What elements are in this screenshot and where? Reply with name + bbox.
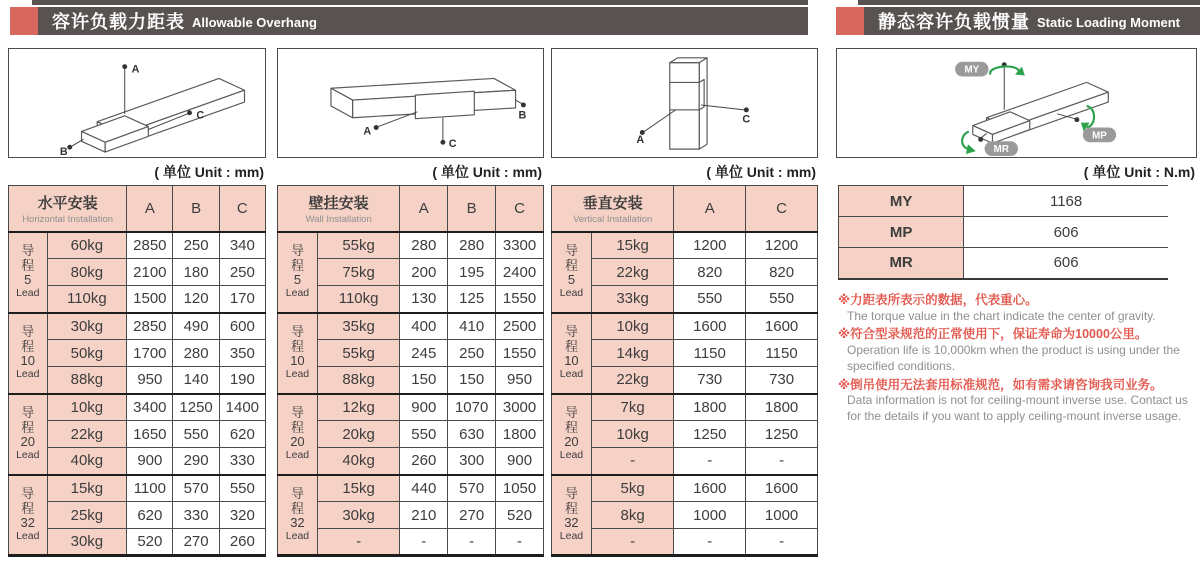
- moment-row-value: 1168: [964, 186, 1168, 217]
- load-cell: 33kg: [591, 286, 673, 313]
- note: [838, 326, 1196, 374]
- value-cell: 2850: [127, 232, 173, 259]
- dimension-label-a: A: [636, 134, 645, 147]
- moment-label-my: MY: [964, 64, 980, 76]
- value-cell: 550: [400, 421, 448, 448]
- value-cell: 950: [496, 367, 544, 394]
- value-cell: 2400: [496, 259, 544, 286]
- value-cell: -: [448, 529, 496, 556]
- table-row: [839, 248, 1169, 279]
- table-row: [278, 340, 544, 367]
- value-cell: -: [746, 448, 818, 475]
- value-cell: 600: [219, 313, 265, 340]
- vertical-installation-column: [551, 0, 818, 581]
- value-cell: 1600: [746, 313, 818, 340]
- lead-cell: 导 程 5 Lead: [278, 232, 318, 313]
- value-cell: 1250: [173, 394, 219, 421]
- load-cell: 60kg: [47, 232, 127, 259]
- table-row: [278, 502, 544, 529]
- value-cell: 570: [173, 475, 219, 502]
- value-cell: 3400: [127, 394, 173, 421]
- dimension-label-a: A: [363, 125, 372, 138]
- value-cell: 250: [448, 340, 496, 367]
- dimension-label-b: B: [518, 109, 527, 122]
- header-title-zh: 静态容许负载惯量: [878, 12, 1030, 32]
- table-header-row: [552, 186, 818, 232]
- table-title-cell: 水平安装 Horizontal Installation: [9, 186, 127, 232]
- table-title-cell: 垂直安装 Vertical Installation: [552, 186, 674, 232]
- load-cell: 10kg: [591, 313, 673, 340]
- moment-row-label: MY: [839, 186, 964, 217]
- load-cell: 12kg: [317, 394, 399, 421]
- value-cell: 1000: [746, 502, 818, 529]
- moment-row-value: 606: [964, 248, 1168, 279]
- value-cell: 900: [127, 448, 173, 475]
- table-header-row: [9, 186, 266, 232]
- value-cell: 550: [746, 286, 818, 313]
- lead-cell: 导 程 20 Lead: [278, 394, 318, 475]
- value-cell: 550: [674, 286, 746, 313]
- table-row: [839, 217, 1169, 248]
- table-row: [9, 475, 266, 502]
- table-row: [9, 259, 266, 286]
- value-cell: 330: [219, 448, 265, 475]
- unit-label: ( 单位 Unit : mm): [706, 164, 816, 180]
- vertical-installation-diagram: [551, 48, 818, 158]
- moment-row-label: MR: [839, 248, 964, 279]
- dimension-label-c: C: [196, 109, 205, 122]
- lead-cell: 导 程 20 Lead: [9, 394, 48, 475]
- value-cell: 270: [173, 529, 219, 556]
- value-cell: -: [400, 529, 448, 556]
- lead-cell: 导 程 32 Lead: [9, 475, 48, 556]
- header-title-en: Static Loading Moment: [1037, 15, 1180, 30]
- lead-cell: 导 程 5 Lead: [552, 232, 592, 313]
- table-row: [9, 421, 266, 448]
- load-cell: 22kg: [47, 421, 127, 448]
- value-cell: 1000: [674, 502, 746, 529]
- value-cell: 170: [219, 286, 265, 313]
- value-cell: 550: [219, 475, 265, 502]
- wall-installation-column: [277, 0, 544, 581]
- value-cell: 280: [448, 232, 496, 259]
- load-cell: 30kg: [317, 502, 399, 529]
- table-row: [9, 232, 266, 259]
- value-cell: 245: [400, 340, 448, 367]
- value-cell: 130: [400, 286, 448, 313]
- dimension-label-c: C: [742, 113, 751, 126]
- value-cell: 1050: [496, 475, 544, 502]
- value-cell: 1550: [496, 286, 544, 313]
- table-row: [552, 232, 818, 259]
- table-row: [552, 259, 818, 286]
- value-cell: 195: [448, 259, 496, 286]
- rail-isometric-drawing: [9, 49, 265, 157]
- note-en: The torque value in the chart indicate the center of gravity.: [847, 308, 1156, 323]
- dimension-label-a: A: [131, 63, 140, 76]
- vertical-installation-table: [551, 185, 818, 557]
- table-row: [9, 367, 266, 394]
- note-en: Operation life is 10,000km when the product is using under the specified conditions.: [847, 343, 1180, 373]
- load-cell: 15kg: [317, 475, 399, 502]
- value-cell: 1600: [674, 313, 746, 340]
- value-cell: 250: [219, 259, 265, 286]
- value-cell: 120: [173, 286, 219, 313]
- load-cell: 22kg: [591, 259, 673, 286]
- value-cell: 180: [173, 259, 219, 286]
- rail-vertical-drawing: [552, 49, 817, 157]
- rail-moment-drawing: [837, 49, 1196, 157]
- value-cell: 260: [219, 529, 265, 556]
- load-cell: 15kg: [47, 475, 127, 502]
- load-cell: 22kg: [591, 367, 673, 394]
- table-row: [552, 340, 818, 367]
- value-cell: 1650: [127, 421, 173, 448]
- value-cell: 340: [219, 232, 265, 259]
- value-cell: 820: [674, 259, 746, 286]
- unit-label: ( 单位 Unit : mm): [432, 164, 542, 180]
- value-cell: 1150: [674, 340, 746, 367]
- load-cell: 40kg: [317, 448, 399, 475]
- table-row: [9, 313, 266, 340]
- value-cell: 280: [173, 340, 219, 367]
- lead-cell: 导 程 10 Lead: [9, 313, 48, 394]
- value-cell: 620: [219, 421, 265, 448]
- value-cell: 820: [746, 259, 818, 286]
- column-header: A: [127, 186, 173, 232]
- value-cell: 1600: [674, 475, 746, 502]
- load-cell: 55kg: [317, 340, 399, 367]
- table-row: [9, 502, 266, 529]
- moment-diagram: [836, 48, 1197, 158]
- value-cell: 290: [173, 448, 219, 475]
- dimension-label-c: C: [448, 138, 457, 151]
- table-row: [278, 259, 544, 286]
- load-cell: 110kg: [317, 286, 399, 313]
- table-row: [552, 313, 818, 340]
- value-cell: 1200: [674, 232, 746, 259]
- note: [838, 377, 1196, 425]
- table-row: [552, 421, 818, 448]
- load-cell: 80kg: [47, 259, 127, 286]
- value-cell: 490: [173, 313, 219, 340]
- table-header-row: [278, 186, 544, 232]
- value-cell: 125: [448, 286, 496, 313]
- table-row: [552, 448, 818, 475]
- table-row: [552, 394, 818, 421]
- table-row: [9, 394, 266, 421]
- load-cell: 55kg: [317, 232, 399, 259]
- moment-label-mp: MP: [1092, 130, 1107, 142]
- table-title-cell: 壁挂安装 Wall Installation: [278, 186, 400, 232]
- table-row: [9, 448, 266, 475]
- value-cell: 210: [400, 502, 448, 529]
- static-loading-moment-table: [838, 185, 1168, 280]
- dimension-label-b: B: [59, 146, 68, 157]
- value-cell: 3000: [496, 394, 544, 421]
- value-cell: 150: [448, 367, 496, 394]
- lead-cell: 导 程 10 Lead: [278, 313, 318, 394]
- table-row: [552, 367, 818, 394]
- unit-label: ( 单位 Unit : mm): [154, 164, 264, 180]
- load-cell: 5kg: [591, 475, 673, 502]
- value-cell: 950: [127, 367, 173, 394]
- table-row: [839, 186, 1169, 217]
- value-cell: 570: [448, 475, 496, 502]
- column-header: C: [496, 186, 544, 232]
- value-cell: -: [674, 448, 746, 475]
- table-row: [278, 367, 544, 394]
- value-cell: 410: [448, 313, 496, 340]
- column-header: C: [746, 186, 818, 232]
- value-cell: 1700: [127, 340, 173, 367]
- column-header: B: [173, 186, 219, 232]
- column-header: A: [400, 186, 448, 232]
- value-cell: 140: [173, 367, 219, 394]
- lead-cell: 导 程 20 Lead: [552, 394, 592, 475]
- value-cell: 320: [219, 502, 265, 529]
- moment-label-mr: MR: [993, 144, 1009, 156]
- value-cell: 200: [400, 259, 448, 286]
- table-row: [278, 448, 544, 475]
- moment-row-value: 606: [964, 217, 1168, 248]
- value-cell: 2500: [496, 313, 544, 340]
- value-cell: 1800: [746, 394, 818, 421]
- column-header: A: [674, 186, 746, 232]
- value-cell: 1150: [746, 340, 818, 367]
- value-cell: -: [674, 529, 746, 556]
- load-cell: 110kg: [47, 286, 127, 313]
- load-cell: 88kg: [317, 367, 399, 394]
- load-cell: 15kg: [591, 232, 673, 259]
- value-cell: 300: [448, 448, 496, 475]
- load-cell: 88kg: [47, 367, 127, 394]
- table-row: [278, 394, 544, 421]
- note-zh: ※符合型录规范的正常使用下，保证寿命为10000公里。: [838, 327, 1148, 342]
- value-cell: 1200: [746, 232, 818, 259]
- value-cell: 620: [127, 502, 173, 529]
- load-cell: 35kg: [317, 313, 399, 340]
- table-row: [278, 286, 544, 313]
- column-header: C: [219, 186, 265, 232]
- value-cell: -: [746, 529, 818, 556]
- value-cell: -: [496, 529, 544, 556]
- note: [838, 292, 1196, 324]
- load-cell: 30kg: [47, 529, 127, 556]
- load-cell: 7kg: [591, 394, 673, 421]
- static-loading-moment-column: [836, 0, 1197, 581]
- lead-cell: 导 程 32 Lead: [278, 475, 318, 556]
- table-row: [9, 286, 266, 313]
- wall-installation-diagram: [277, 48, 544, 158]
- table-row: [9, 340, 266, 367]
- value-cell: 260: [400, 448, 448, 475]
- value-cell: 1550: [496, 340, 544, 367]
- lead-cell: 导 程 10 Lead: [552, 313, 592, 394]
- table-row: [9, 529, 266, 556]
- load-cell: 25kg: [47, 502, 127, 529]
- value-cell: 350: [219, 340, 265, 367]
- value-cell: 280: [400, 232, 448, 259]
- header-title-en: Allowable Overhang: [192, 15, 317, 30]
- value-cell: 630: [448, 421, 496, 448]
- value-cell: 1500: [127, 286, 173, 313]
- note-zh: ※力距表所表示的数据，代表重心。: [838, 293, 1038, 307]
- load-cell: 20kg: [317, 421, 399, 448]
- value-cell: 250: [173, 232, 219, 259]
- lead-cell: 导 程 32 Lead: [552, 475, 592, 556]
- table-row: [552, 286, 818, 313]
- value-cell: 2850: [127, 313, 173, 340]
- load-cell: 10kg: [591, 421, 673, 448]
- load-cell: 50kg: [47, 340, 127, 367]
- value-cell: 150: [400, 367, 448, 394]
- value-cell: 330: [173, 502, 219, 529]
- value-cell: 440: [400, 475, 448, 502]
- horizontal-installation-diagram: [8, 48, 266, 158]
- value-cell: 1600: [746, 475, 818, 502]
- table-row: [278, 529, 544, 556]
- value-cell: 730: [746, 367, 818, 394]
- value-cell: 1250: [674, 421, 746, 448]
- moment-row-label: MP: [839, 217, 964, 248]
- value-cell: 520: [127, 529, 173, 556]
- table-row: [552, 475, 818, 502]
- note-en: Data information is not for ceiling-mount inverse use. Contact us for the details if you want to apply ceiling-mount inverse usage.: [847, 393, 1188, 423]
- value-cell: 1250: [746, 421, 818, 448]
- value-cell: 1070: [448, 394, 496, 421]
- value-cell: 190: [219, 367, 265, 394]
- value-cell: 520: [496, 502, 544, 529]
- unit-label: ( 单位 Unit : N.m): [1083, 164, 1195, 180]
- table-row: [278, 475, 544, 502]
- value-cell: 730: [674, 367, 746, 394]
- load-cell: 30kg: [47, 313, 127, 340]
- header-title-zh: 容许负载力距表: [52, 12, 185, 32]
- load-cell: 14kg: [591, 340, 673, 367]
- lead-cell: 导 程 5 Lead: [9, 232, 48, 313]
- value-cell: 3300: [496, 232, 544, 259]
- horizontal-installation-column: [8, 0, 266, 581]
- table-row: [278, 313, 544, 340]
- load-cell: 40kg: [47, 448, 127, 475]
- table-row: [552, 502, 818, 529]
- notes: [838, 292, 1196, 427]
- value-cell: 400: [400, 313, 448, 340]
- load-cell: -: [317, 529, 399, 556]
- value-cell: 2100: [127, 259, 173, 286]
- note-zh: ※倒吊使用无法套用标准规范，如有需求请咨询我司业务。: [838, 377, 1163, 392]
- value-cell: 550: [173, 421, 219, 448]
- horizontal-installation-table: [8, 185, 266, 557]
- load-cell: -: [591, 448, 673, 475]
- load-cell: -: [591, 529, 673, 556]
- table-row: [278, 421, 544, 448]
- value-cell: 900: [400, 394, 448, 421]
- table-row: [552, 529, 818, 556]
- wall-installation-table: [277, 185, 544, 557]
- column-header: B: [448, 186, 496, 232]
- value-cell: 1800: [674, 394, 746, 421]
- rail-wall-drawing: [278, 49, 543, 157]
- value-cell: 1400: [219, 394, 265, 421]
- table-row: [278, 232, 544, 259]
- load-cell: 10kg: [47, 394, 127, 421]
- value-cell: 1800: [496, 421, 544, 448]
- load-cell: 8kg: [591, 502, 673, 529]
- value-cell: 270: [448, 502, 496, 529]
- value-cell: 1100: [127, 475, 173, 502]
- load-cell: 75kg: [317, 259, 399, 286]
- value-cell: 900: [496, 448, 544, 475]
